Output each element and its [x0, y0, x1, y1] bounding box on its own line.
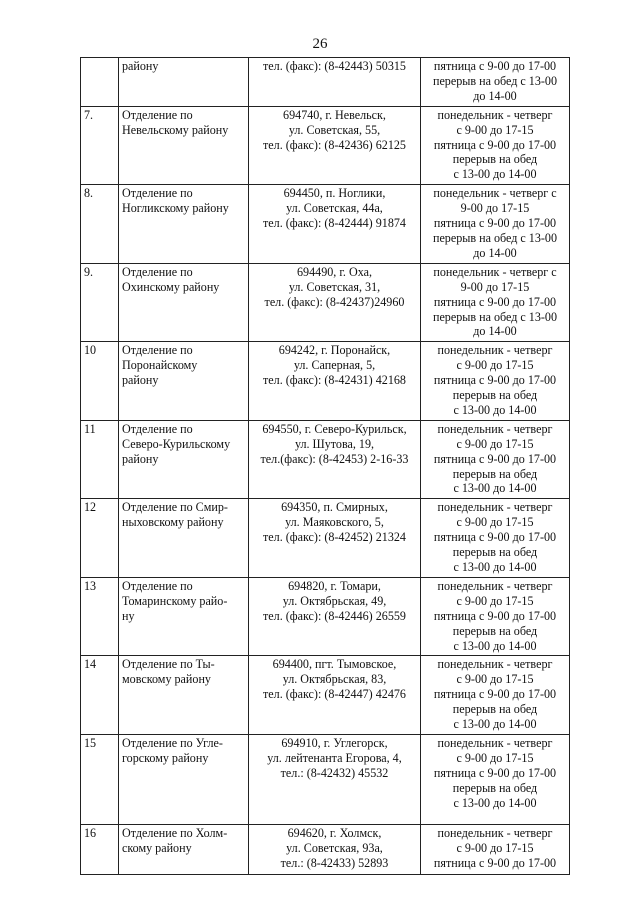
office-hours-line: пятница с 9-00 до 17-00: [433, 137, 557, 152]
office-row: [81, 734, 570, 824]
office-name-cell: [119, 499, 249, 578]
office-address-line: ул. Октябрьская, 83,: [282, 672, 387, 687]
office-name-cell: [119, 420, 249, 499]
office-hours-line: до 14-00: [473, 245, 517, 260]
office-address-cell: [249, 185, 421, 264]
office-hours-line: перерыв на обед: [452, 152, 538, 167]
office-name-line: району: [122, 451, 159, 466]
office-hours-line: с 13-00 до 14-00: [453, 402, 537, 417]
row-number: 15: [84, 735, 97, 750]
office-address-line: ул. Октябрьская, 49,: [282, 593, 387, 608]
row-number-cell: [81, 106, 119, 185]
office-address-cell: [249, 420, 421, 499]
office-address-line: тел. (факс): (8-42437)24960: [264, 294, 405, 309]
row-number-cell: [81, 577, 119, 656]
office-address-cell: [249, 342, 421, 421]
office-address-line: тел. (факс): (8-42431) 42168: [263, 373, 406, 388]
office-name-line: Ногликскому району: [122, 201, 229, 216]
office-hours-line: с 9-00 до 17-15: [456, 122, 534, 137]
office-address-line: ул. Советская, 55,: [288, 122, 381, 137]
office-name-cell: [119, 106, 249, 185]
office-hours-line: до 14-00: [473, 324, 517, 339]
office-hours-line: понедельник - четверг: [437, 421, 553, 436]
office-row: [81, 420, 570, 499]
row-number-cell: [81, 656, 119, 735]
office-hours-line: до 14-00: [473, 88, 517, 103]
office-name-line: Томаринскому райо-: [122, 593, 228, 608]
office-address-line: ул. Советская, 93а,: [286, 840, 383, 855]
row-number: 9.: [84, 264, 94, 279]
office-hours-line: понедельник - четверг с: [433, 264, 557, 279]
office-name-line: району: [122, 59, 159, 73]
office-name-line: Отделение по: [122, 264, 193, 279]
office-address-line: ул. Маяковского, 5,: [285, 515, 384, 530]
office-name-line: Отделение по Холм-: [122, 825, 228, 840]
office-address-line: 694400, пгт. Тымовское,: [272, 657, 397, 672]
office-hours-line: 9-00 до 17-15: [460, 201, 530, 216]
office-name-cell: [119, 342, 249, 421]
office-hours-line: 9-00 до 17-15: [460, 279, 530, 294]
office-row: [81, 342, 570, 421]
offices-table: [80, 57, 570, 875]
office-hours-line: пятница с 9-00 до 17-00: [433, 451, 557, 466]
office-hours-line: с 9-00 до 17-15: [456, 840, 534, 855]
office-name-cell: [119, 734, 249, 824]
office-hours-line: пятница с 9-00 до 17-00: [433, 373, 557, 388]
office-address-line: 694550, г. Северо-Курильск,: [262, 421, 407, 436]
office-hours-cell: [421, 656, 570, 735]
office-address-line: 694242, г. Поронайск,: [278, 343, 391, 358]
office-name-cell: [119, 824, 249, 874]
office-hours-line: пятница с 9-00 до 17-00: [433, 294, 557, 309]
office-name-line: горскому району: [122, 750, 209, 765]
office-address-line: 694450, п. Ноглики,: [283, 186, 386, 201]
office-hours-line: с 13-00 до 14-00: [453, 167, 537, 182]
row-number: 10: [84, 343, 97, 358]
office-hours-cell: [421, 263, 570, 342]
office-row: [81, 824, 570, 874]
office-hours-line: перерыв на обед с 13-00: [432, 230, 558, 245]
office-address-line: ул. Шутова, 19,: [294, 436, 375, 451]
office-hours-line: перерыв на обед: [452, 388, 538, 403]
office-row: [81, 656, 570, 735]
office-hours-line: с 9-00 до 17-15: [456, 436, 534, 451]
office-row: [81, 185, 570, 264]
office-hours-line: пятница с 9-00 до 17-00: [433, 687, 557, 702]
row-number-cell: [81, 263, 119, 342]
office-name-line: Отделение по: [122, 343, 193, 358]
office-hours-line: с 9-00 до 17-15: [456, 750, 534, 765]
office-name-cell: [119, 185, 249, 264]
row-number-cell: [81, 185, 119, 264]
office-row: [81, 58, 570, 107]
office-hours-line: понедельник - четверг: [437, 735, 553, 750]
office-address-line: 694820, г. Томари,: [288, 578, 381, 593]
office-address-cell: [249, 499, 421, 578]
office-address-line: тел. (факс): (8-42443) 50315: [263, 59, 406, 73]
office-name-line: Отделение по Смир-: [122, 500, 228, 515]
office-hours-line: пятница с 9-00 до 17-00: [433, 765, 557, 780]
office-hours-line: перерыв на обед: [452, 702, 538, 717]
office-hours-cell: [421, 106, 570, 185]
office-name-line: Охинскому району: [122, 279, 220, 294]
office-row: [81, 106, 570, 185]
office-hours-line: с 9-00 до 17-15: [456, 358, 534, 373]
office-hours-line: перерыв на обед: [452, 780, 538, 795]
office-hours-line: пятница с 9-00 до 17-00: [433, 59, 557, 73]
office-hours-line: понедельник - четверг: [437, 343, 553, 358]
office-hours-line: пятница с 9-00 до 17-00: [433, 530, 557, 545]
row-number-cell: [81, 499, 119, 578]
office-address-cell: [249, 106, 421, 185]
offices-table-body: [81, 58, 570, 875]
office-name-line: ну: [122, 608, 135, 623]
row-number: 13: [84, 578, 97, 593]
row-number-cell: [81, 420, 119, 499]
office-hours-line: с 13-00 до 14-00: [453, 560, 537, 574]
office-name-line: ныховскому району: [122, 515, 224, 530]
office-address-line: ул. Советская, 44а,: [286, 201, 383, 216]
office-hours-cell: [421, 824, 570, 874]
office-hours-cell: [421, 342, 570, 421]
office-name-line: Отделение по Ты-: [122, 657, 215, 672]
office-address-line: ул. Советская, 31,: [288, 279, 381, 294]
office-name-cell: [119, 263, 249, 342]
office-hours-line: с 9-00 до 17-15: [456, 593, 534, 608]
office-address-line: ул. лейтенанта Егорова, 4,: [267, 750, 402, 765]
office-address-line: тел. (факс): (8-42447) 42476: [263, 687, 406, 702]
office-address-line: 694620, г. Холмск,: [287, 825, 382, 840]
office-address-cell: [249, 824, 421, 874]
office-hours-line: перерыв на обед: [452, 545, 538, 560]
office-row: [81, 499, 570, 578]
row-number-cell: [81, 342, 119, 421]
office-name-line: скому району: [122, 840, 192, 855]
page-number: 26: [312, 36, 328, 52]
office-hours-line: понедельник - четверг: [437, 825, 553, 840]
office-address-line: тел. (факс): (8-42444) 91874: [263, 216, 406, 231]
row-number: 7.: [84, 107, 94, 122]
row-number: 12: [84, 500, 97, 515]
office-address-line: 694910, г. Углегорск,: [281, 735, 388, 750]
office-address-line: тел. (факс): (8-42452) 21324: [263, 530, 406, 545]
office-hours-cell: [421, 420, 570, 499]
office-hours-line: перерыв на обед с 13-00: [432, 309, 558, 324]
office-hours-cell: [421, 734, 570, 824]
office-name-cell: [119, 577, 249, 656]
office-address-line: тел.(факс): (8-42453) 2-16-33: [260, 451, 409, 466]
office-address-cell: [249, 577, 421, 656]
office-name-line: Отделение по: [122, 421, 193, 436]
office-address-cell: [249, 263, 421, 342]
office-hours-line: понедельник - четверг: [437, 657, 553, 672]
office-hours-cell: [421, 58, 570, 107]
office-address-cell: [249, 656, 421, 735]
office-hours-line: перерыв на обед: [452, 623, 538, 638]
office-name-cell: [119, 58, 249, 107]
office-hours-line: понедельник - четверг: [437, 500, 553, 515]
office-hours-line: пятница с 9-00 до 17-00: [433, 216, 557, 231]
office-hours-cell: [421, 577, 570, 656]
office-address-line: тел.: (8-42432) 45532: [280, 765, 389, 780]
office-address-line: 694490, г. Оха,: [297, 264, 372, 279]
office-hours-line: с 13-00 до 14-00: [453, 638, 537, 653]
office-name-line: району: [122, 373, 159, 388]
office-hours-line: с 13-00 до 14-00: [453, 481, 537, 496]
office-hours-line: перерыв на обед: [452, 466, 538, 481]
office-address-line: 694350, п. Смирных,: [281, 500, 388, 515]
office-address-cell: [249, 734, 421, 824]
office-name-line: мовскому району: [122, 672, 211, 687]
office-name-line: Отделение по Угле-: [122, 735, 223, 750]
office-name-line: Поронайскому: [122, 358, 198, 373]
row-number-cell: [81, 734, 119, 824]
office-address-cell: [249, 58, 421, 107]
row-number: 11: [84, 421, 96, 436]
row-number-cell: [81, 824, 119, 874]
office-hours-cell: [421, 185, 570, 264]
office-address-line: ул. Саперная, 5,: [293, 358, 376, 373]
office-hours-line: пятница с 9-00 до 17-00: [433, 608, 557, 623]
office-hours-line: понедельник - четверг: [437, 578, 553, 593]
office-row: [81, 577, 570, 656]
office-name-cell: [119, 656, 249, 735]
office-hours-cell: [421, 499, 570, 578]
office-name-line: Отделение по: [122, 578, 193, 593]
row-number: 8.: [84, 186, 94, 201]
office-hours-line: с 9-00 до 17-15: [456, 515, 534, 530]
office-address-line: тел.: (8-42433) 52893: [280, 855, 389, 870]
office-address-line: 694740, г. Невельск,: [283, 107, 386, 122]
office-hours-line: пятница с 9-00 до 17-00: [433, 855, 557, 870]
office-hours-line: перерыв на обед с 13-00: [432, 73, 558, 88]
office-row: [81, 263, 570, 342]
office-hours-line: с 13-00 до 14-00: [453, 717, 537, 732]
office-address-line: тел. (факс): (8-42436) 62125: [263, 137, 406, 152]
office-name-line: Отделение по: [122, 186, 193, 201]
row-number-cell: [81, 58, 119, 107]
row-number: 14: [84, 657, 97, 672]
office-address-line: тел. (факс): (8-42446) 26559: [263, 608, 406, 623]
office-name-line: Невельскому району: [122, 122, 229, 137]
office-name-line: Северо-Курильскому: [122, 436, 231, 451]
office-hours-line: понедельник - четверг: [437, 107, 553, 122]
office-name-line: Отделение по: [122, 107, 193, 122]
office-hours-line: с 9-00 до 17-15: [456, 672, 534, 687]
office-hours-line: с 13-00 до 14-00: [453, 795, 537, 810]
row-number: 16: [84, 825, 97, 840]
office-hours-line: понедельник - четверг с: [433, 186, 557, 201]
